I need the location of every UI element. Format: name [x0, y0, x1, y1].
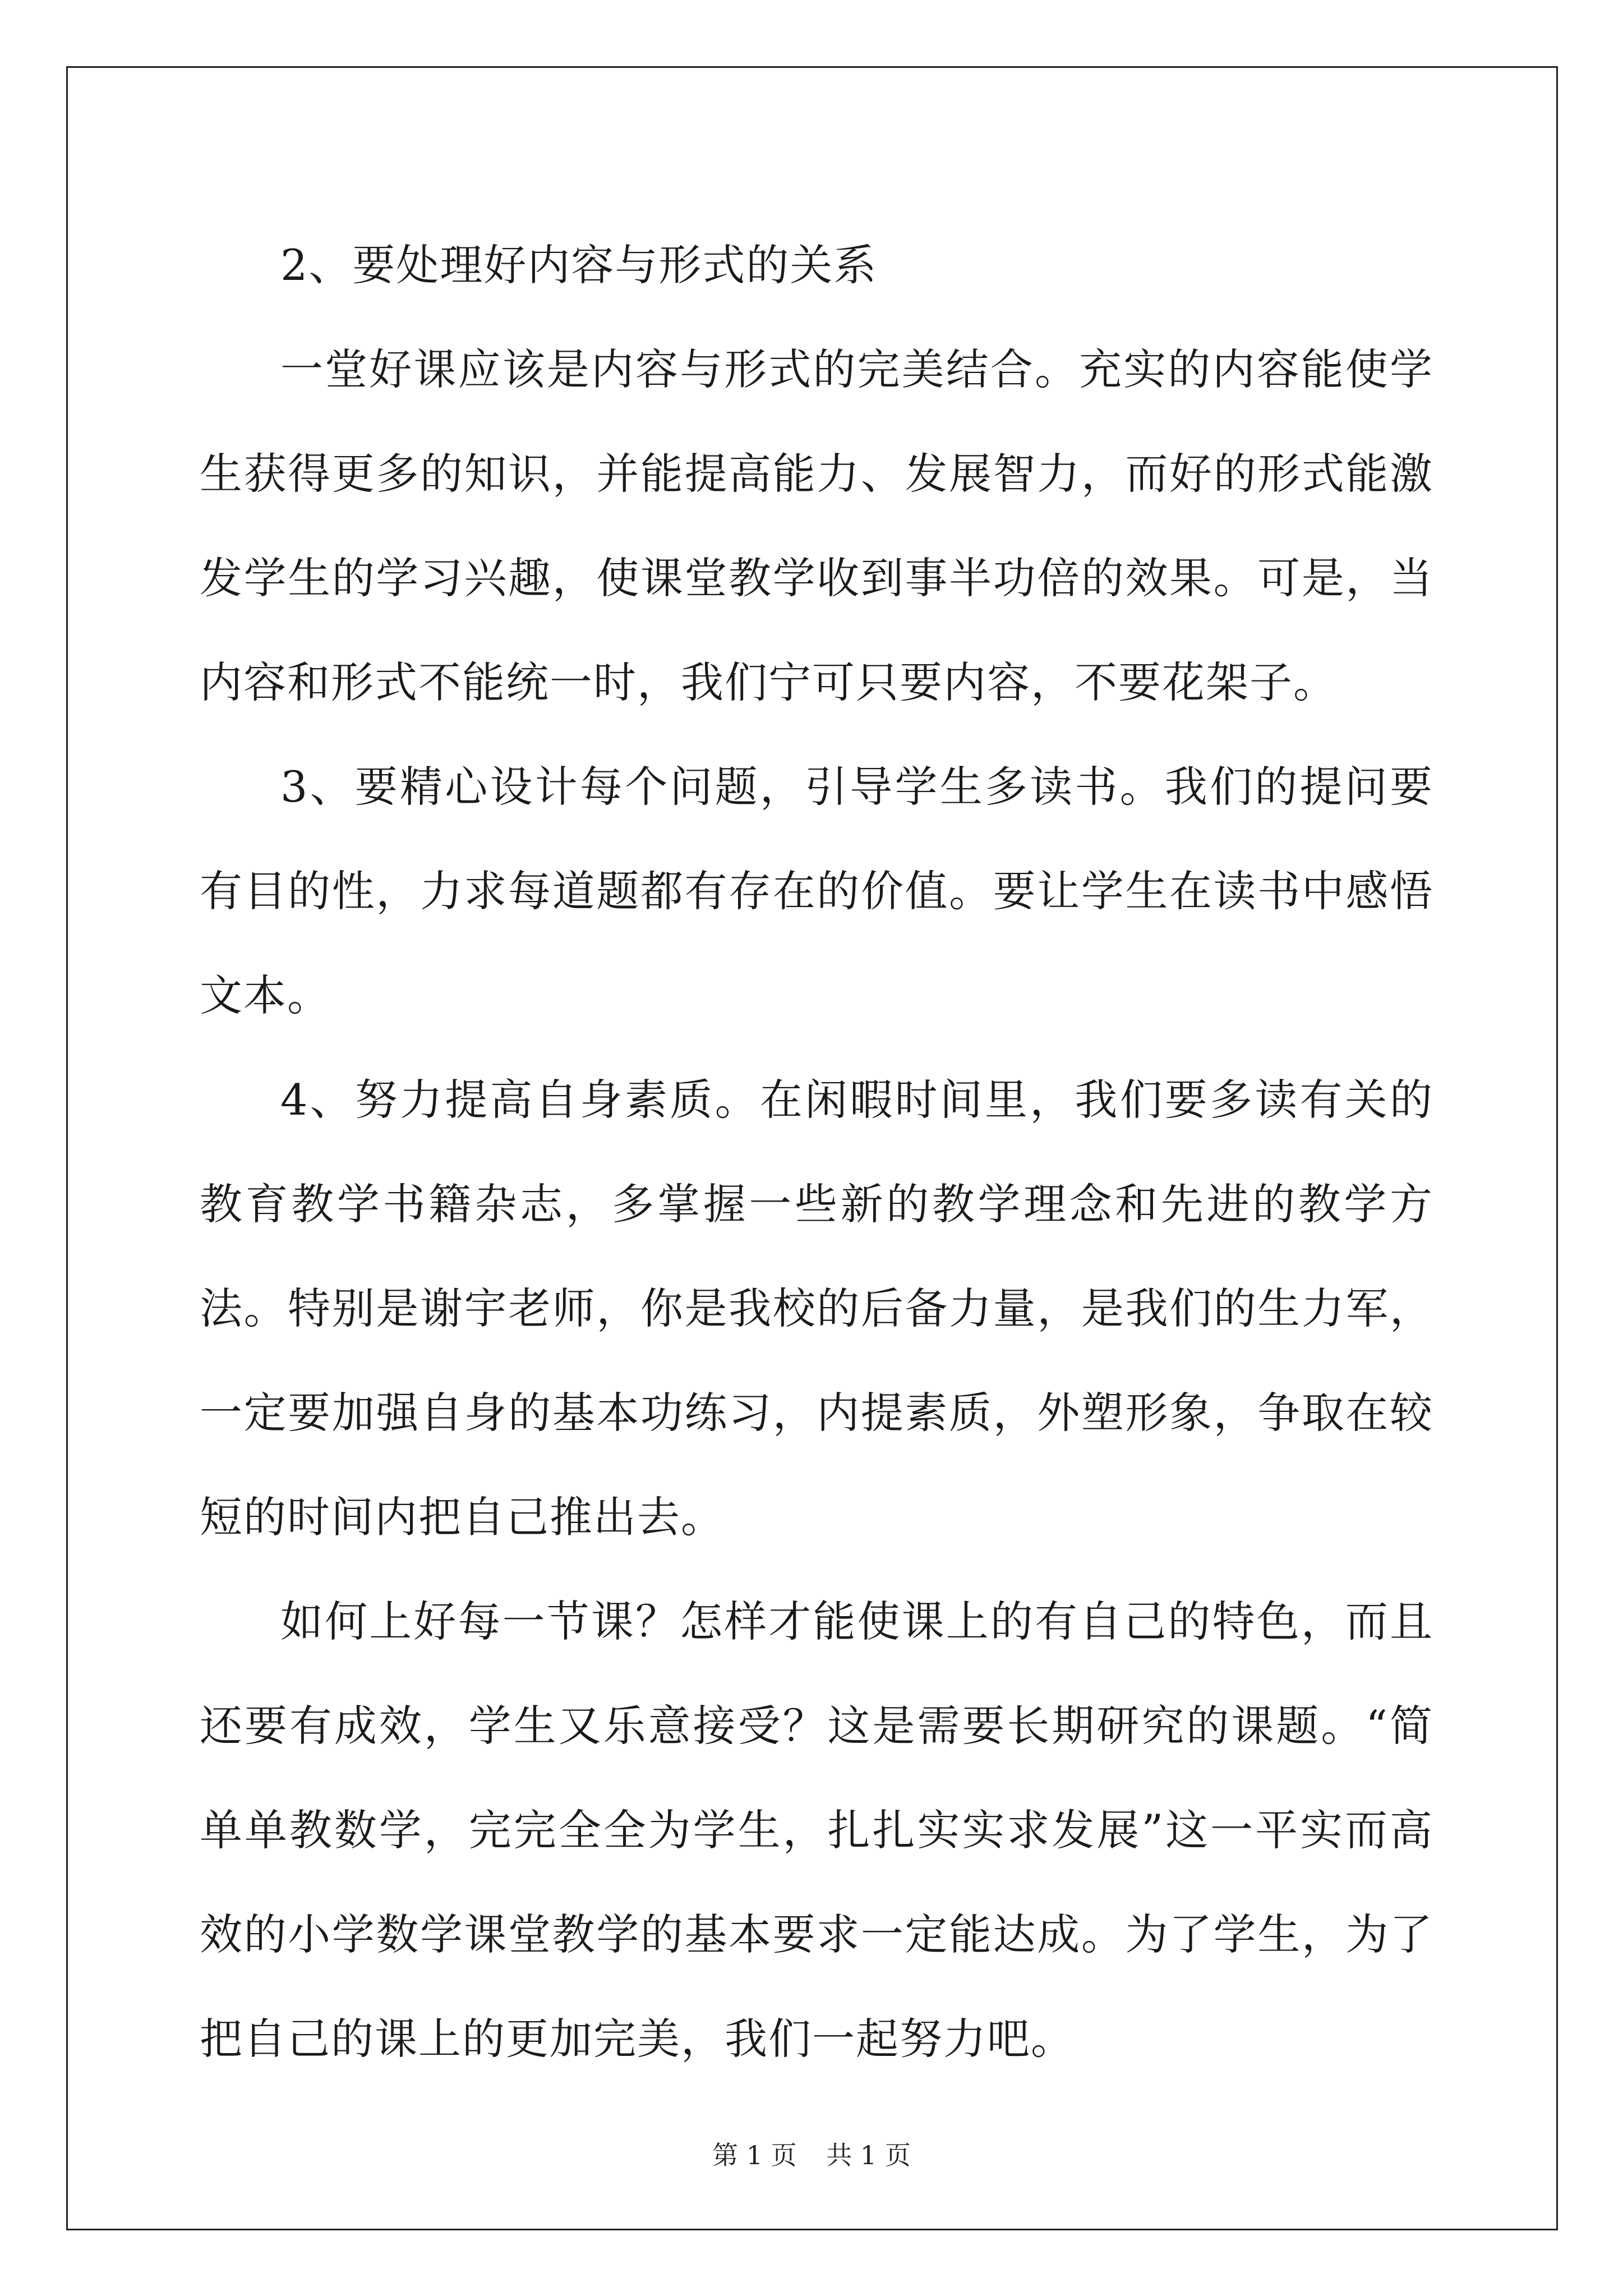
paragraph-conclusion: 如何上好每一节课？怎样才能使课上的有自己的特色，而且还要有成效，学生又乐意接受？这是需要长期研究的课题。“简单单教数学，完完全全为学生，扎扎实实求发展”这一平实而高效的小学数学课堂教学的基本要求一定能达成。为了学生，为了把自己的课上的更加完美，我们一起努力吧。: [200, 1596, 1433, 2064]
document-body: [200, 213, 1433, 2091]
paragraph-item-4: 4、努力提高自身素质。在闲暇时间里，我们要多读有关的教育教学书籍杂志，多掌握一些新的教学理念和先进的教学方法。特别是谢宇老师，你是我校的后备力量，是我们的生力军，一定要加强自身的基本功练习，内提素质，外塑形象，争取在较短的时间内把自己推出去。: [200, 1075, 1433, 1542]
page-total: 共 1 页: [826, 2140, 911, 2170]
paragraph-heading-2: 2、要处理好内容与形式的关系: [280, 240, 878, 290]
page-footer: [0, 2138, 1623, 2172]
paragraph-item-3: 3、要精心设计每个问题，引导学生多读书。我们的提问要有目的性，力求每道题都有存在的价值。要让学生在读书中感悟文本。: [200, 762, 1433, 1020]
page-number: 第 1 页: [712, 2140, 797, 2170]
paragraph-content-form: 一堂好课应该是内容与形式的完美结合。充实的内容能使学生获得更多的知识，并能提高能力、发展智力，而好的形式能激发学生的学习兴趣，使课堂教学收到事半功倍的效果。可是，当内容和形式不能统一时，我们宁可只要内容，不要花架子。: [200, 344, 1433, 707]
